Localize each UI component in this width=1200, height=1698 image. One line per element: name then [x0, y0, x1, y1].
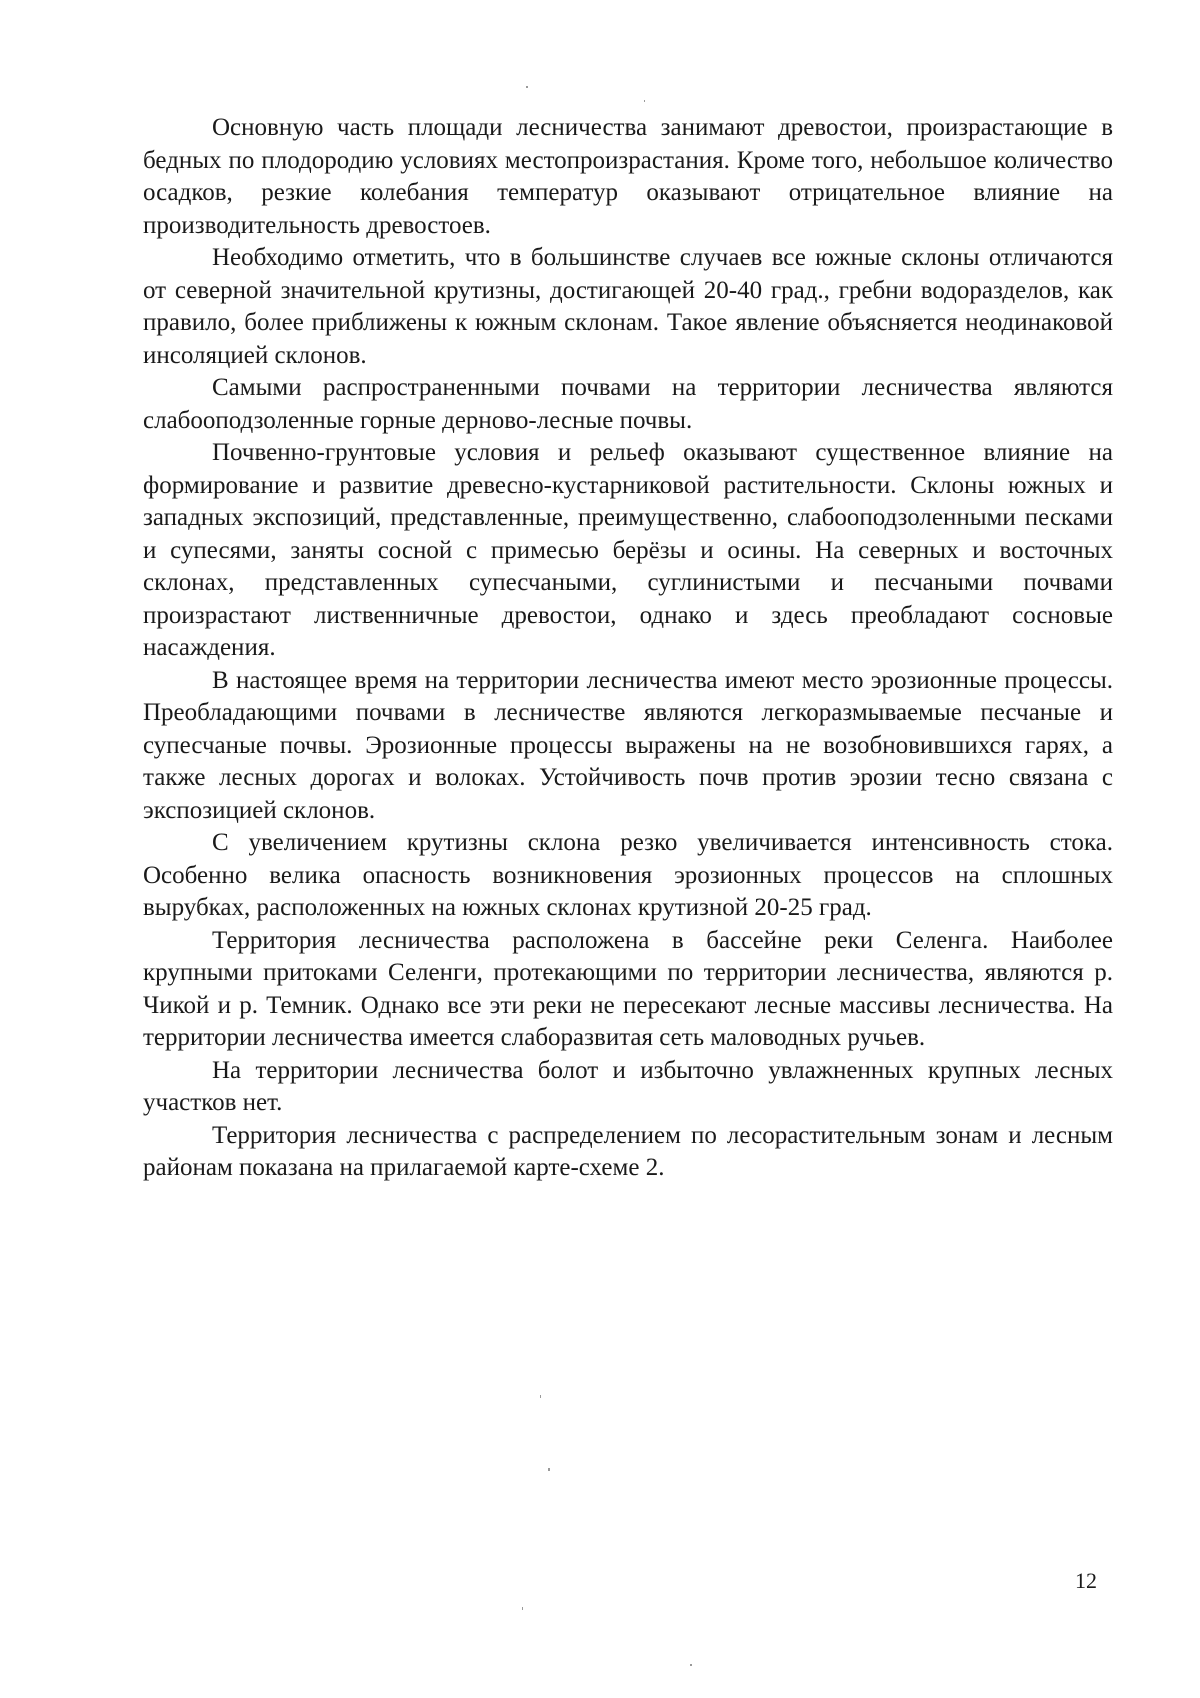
paragraph-9: Территория лесничества с распределением по лесорастительным зонам и лесным районам показана на прилагаемой карте-схеме 2. — [143, 1121, 1113, 1181]
scan-speck — [526, 86, 528, 88]
paragraph-3: Самыми распространенными почвами на территории лесничества являются слабооподзоленные горные дерново-лесные почвы. — [143, 374, 1113, 434]
scan-speck — [522, 1607, 523, 1610]
paragraph-6: С увеличением крутизны склона резко увеличивается интенсивность стока. Особенно велика опасность возникновения эрозионных процессов на сплошных вырубках, расположенных на южных склонах крутизной 20-25 град. — [143, 829, 1113, 921]
paragraph-8: На территории лесничества болот и избыточно увлажненных крупных лесных участков нет. — [143, 1056, 1113, 1116]
scan-speck — [548, 1468, 550, 1471]
scan-speck — [540, 1395, 541, 1398]
scan-speck — [644, 100, 645, 102]
page-number: 12 — [1075, 1568, 1097, 1593]
paragraph-2: Необходимо отметить, что в большинстве случаев все южные склоны отличаются от северной значительной крутизны, достигающей 20-40 град., гребни водоразделов, как правило, более приближены к южным склонам. Такое явление объясняется неодинаковой инсоляцией склонов. — [143, 244, 1113, 369]
paragraph-4: Почвенно-грунтовые условия и рельеф оказывают существенное влияние на формирование и развитие древесно-кустарниковой растительности. Склоны южных и западных экспозиций, представленные, преимущественно, слабооподзоленными песками и супесями, заняты сосной с примесью берёзы и осины. На северных и восточных склонах, представленных супесчаными, суглинистыми и песчаными почвами произрастают лиственничные древостои, однако и здесь преобладают сосновые насаждения. — [143, 439, 1113, 661]
scan-speck — [690, 1664, 692, 1666]
paragraph-7: Территория лесничества расположена в бассейне реки Селенга. Наиболее крупными притоками Селенги, протекающими по территории лесничества, являются р. Чикой и р. Темник. Однако все эти реки не пересекают лесные массивы лесничества. На территории лесничества имеется слаборазвитая сеть маловодных ручьев. — [143, 926, 1113, 1051]
body-text — [143, 112, 1113, 1185]
paragraph-1: Основную часть площади лесничества занимают древостои, произрастающие в бедных по плодородию условиях местопроизрастания. Кроме того, небольшое количество осадков, резкие колебания температур оказывают отрицательное влияние на производительность древостоев. — [143, 114, 1113, 239]
paragraph-5: В настоящее время на территории лесничества имеют место эрозионные процессы. Преобладающими почвами в лесничестве являются легкоразмываемые песчаные и супесчаные почвы. Эрозионные процессы выражены на не возобновившихся гарях, а также лесных дорогах и волоках. Устойчивость почв против эрозии тесно связана с экспозицией склонов. — [143, 666, 1113, 824]
